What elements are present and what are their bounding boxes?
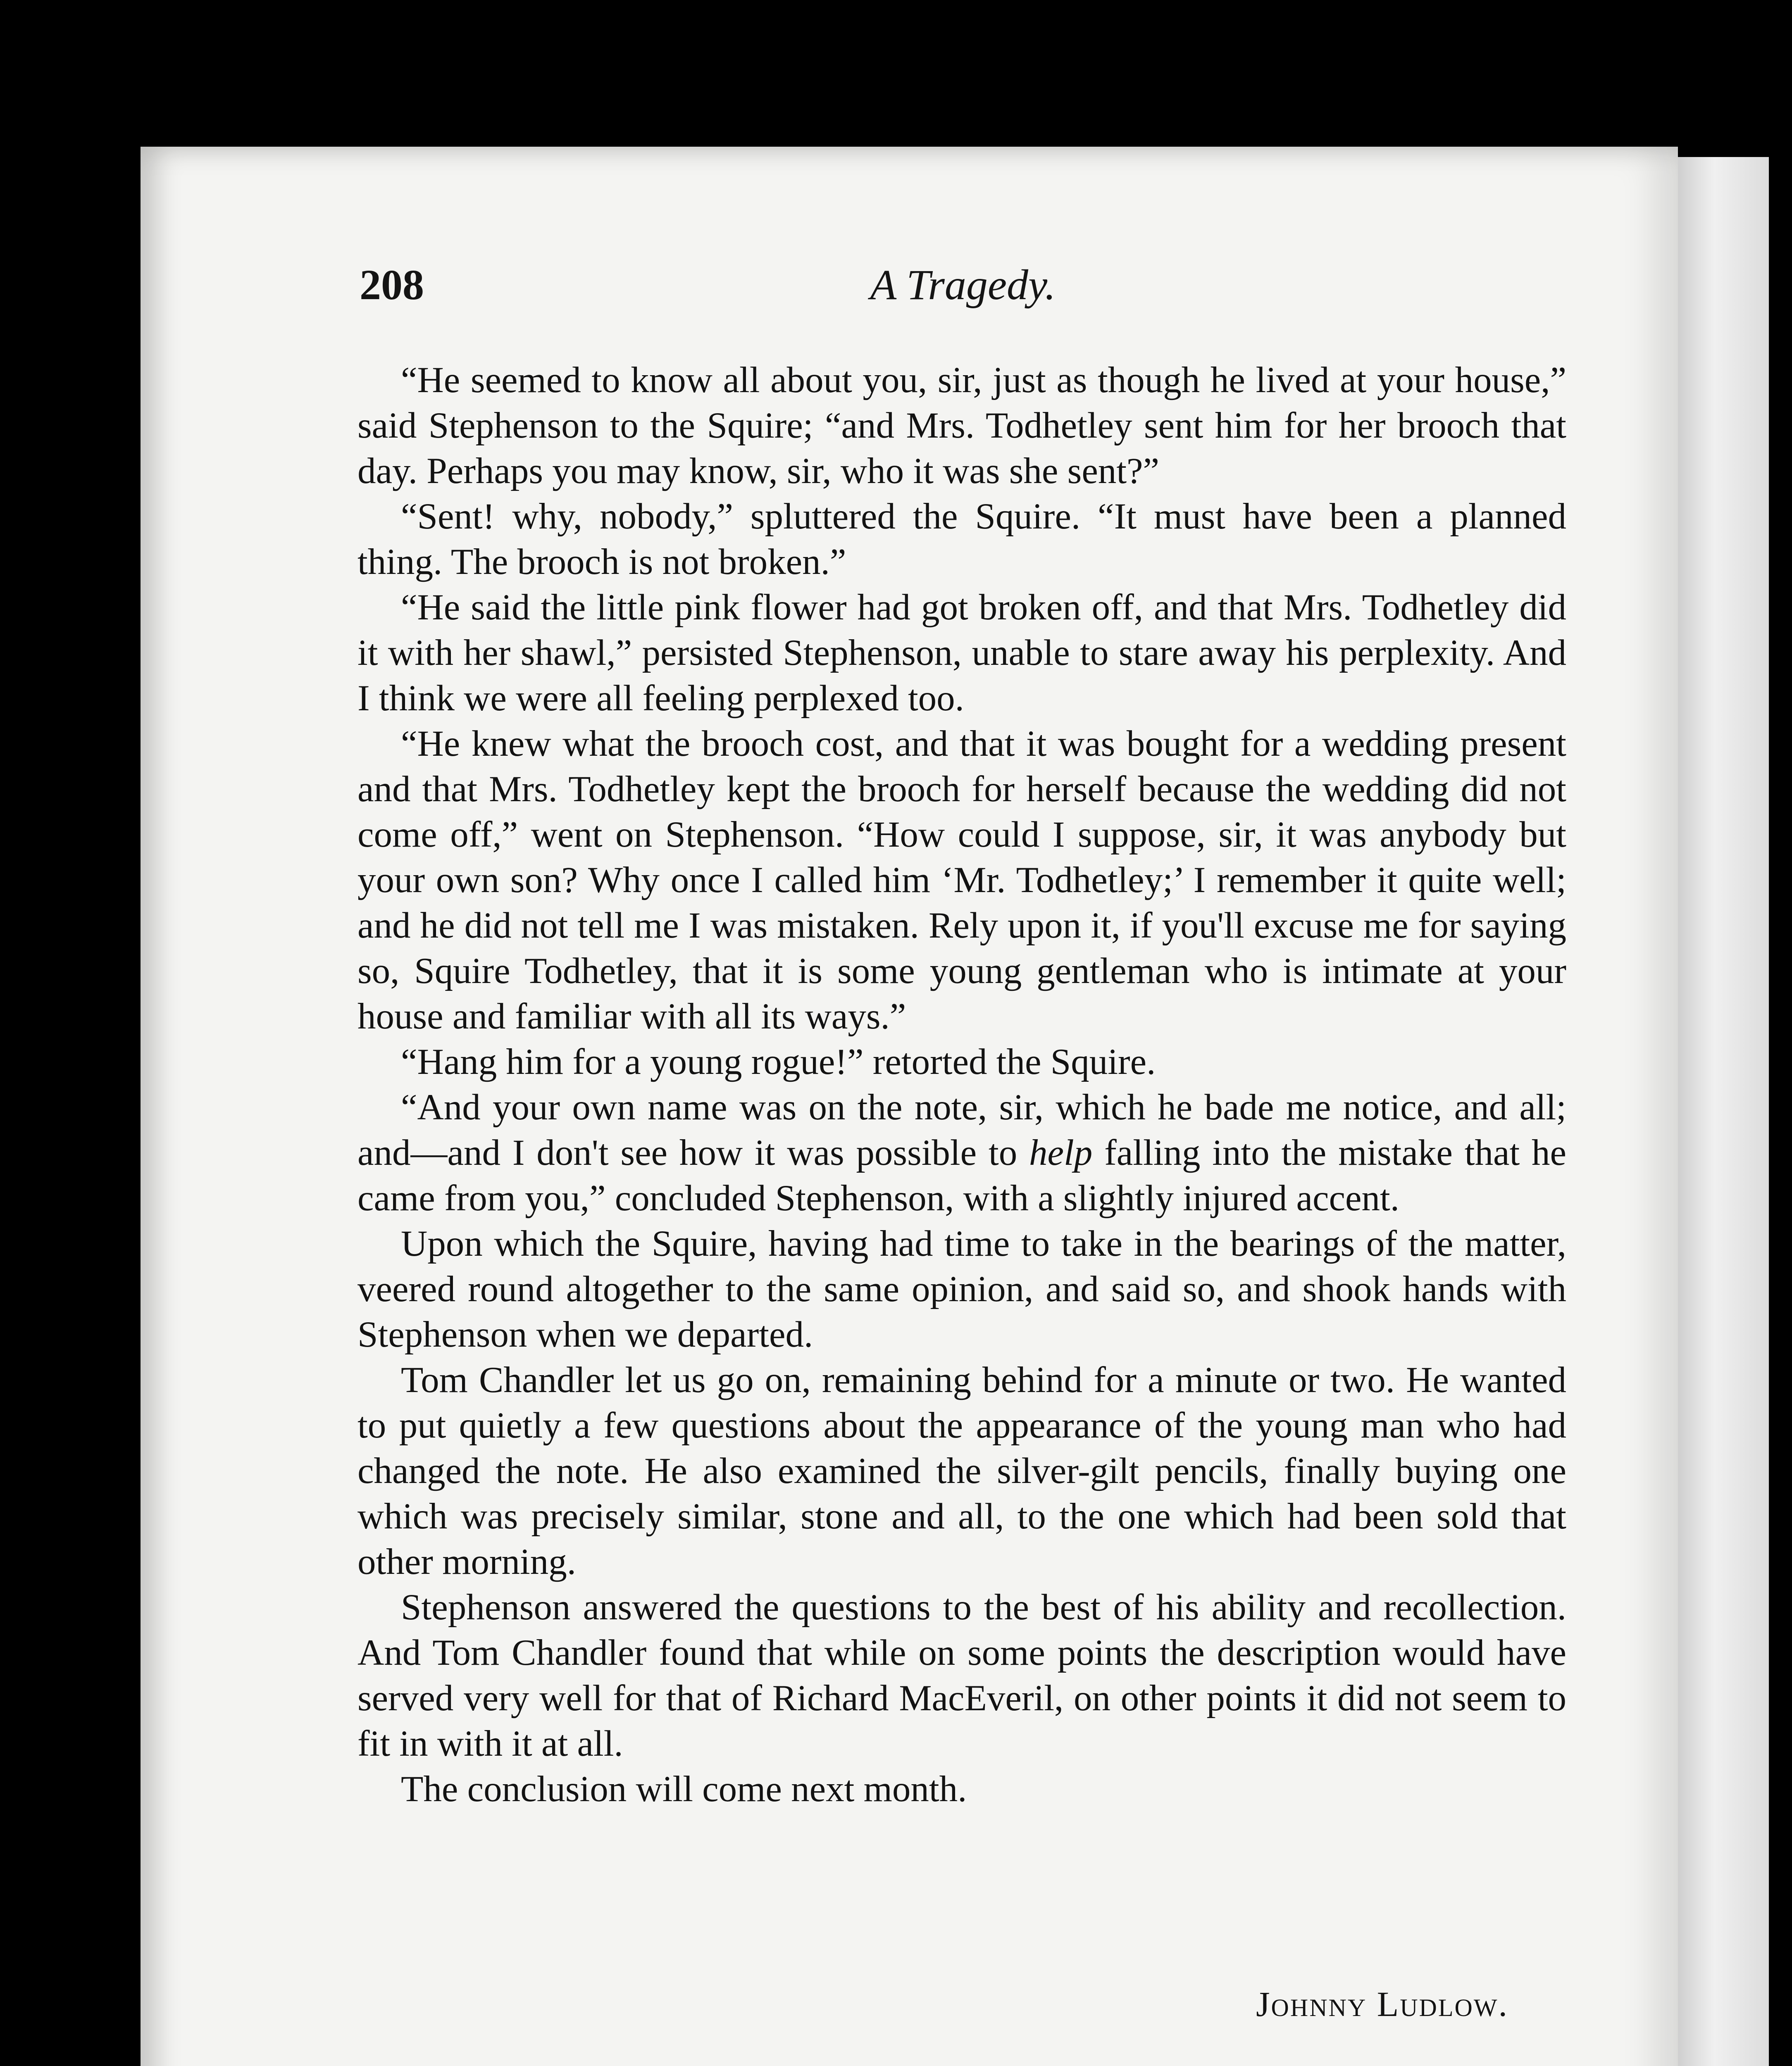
paragraph: [357, 1085, 1566, 1221]
paragraph: “He said the little pink flower had got broken off, and that Mrs. Todhetley did it with her shawl,” persisted Stephenson, unable to stare away his perplexity. And I think we were all feeling perplexed too.: [357, 587, 1566, 719]
running-head: [360, 260, 1566, 326]
emphasized-word: help: [1029, 1133, 1093, 1173]
running-title: A Tragedy.: [870, 261, 1056, 309]
paragraph: The conclusion will come next month.: [401, 1769, 967, 1809]
paragraph-text: falling into the mistake that he came from you,” concluded Stephenson, with a slightly injured accent.: [357, 1133, 1566, 1219]
paragraph: Stephenson answered the questions to the best of his ability and recollection. And Tom Chandler found that while on some points the description would have served very well for that of Richard MacEveril, on other points it did not seem to fit in with it at all.: [357, 1587, 1566, 1764]
page-number: 208: [360, 261, 424, 309]
paragraph: “Sent! why, nobody,” spluttered the Squire. “It must have been a planned thing. The brooch is not broken.”: [357, 496, 1566, 582]
paragraph-text: “And your own name was on the note, sir, which he bade me notice, and all; and—and I don't see how it was possible to: [357, 1087, 1566, 1173]
paragraph: Upon which the Squire, having had time to take in the bearings of the matter, veered round altogether to the same opinion, and said so, and shook hands with Stephenson when we departed.: [357, 1223, 1566, 1355]
paragraph: “He seemed to know all about you, sir, just as though he lived at your house,” said Stephenson to the Squire; “and Mrs. Todhetley sent him for her brooch that day. Perhaps you may know, sir, who it was she sent?”: [357, 360, 1566, 491]
author-signature: Johnny Ludlow.: [1256, 1984, 1508, 2024]
paragraph: “He knew what the brooch cost, and that it was bought for a wedding present and that Mrs. Todhetley kept the brooch for herself because the wedding did not come off,” went on Stephenson. “How could I suppose, sir, it was anybody but your own son? Why once I called him ‘Mr. Todhetley;’ I remember it quite well; and he did not tell me I was mistaken. Rely upon it, if you'll excuse me for saying so, Squire Todhetley, that it is some young gentleman who is intimate at your house and familiar with all its ways.”: [357, 724, 1566, 1037]
body-text: [357, 357, 1566, 1812]
adjacent-page-edge: [1678, 157, 1769, 2066]
paragraph: “Hang him for a young rogue!” retorted the Squire.: [401, 1042, 1156, 1082]
paragraph: Tom Chandler let us go on, remaining behind for a minute or two. He wanted to put quietly a few questions about the appearance of the young man who had changed the note. He also examined the silver-gilt pencils, finally buying one which was precisely similar, stone and all, to the one which had been sold that other morning.: [357, 1360, 1566, 1582]
